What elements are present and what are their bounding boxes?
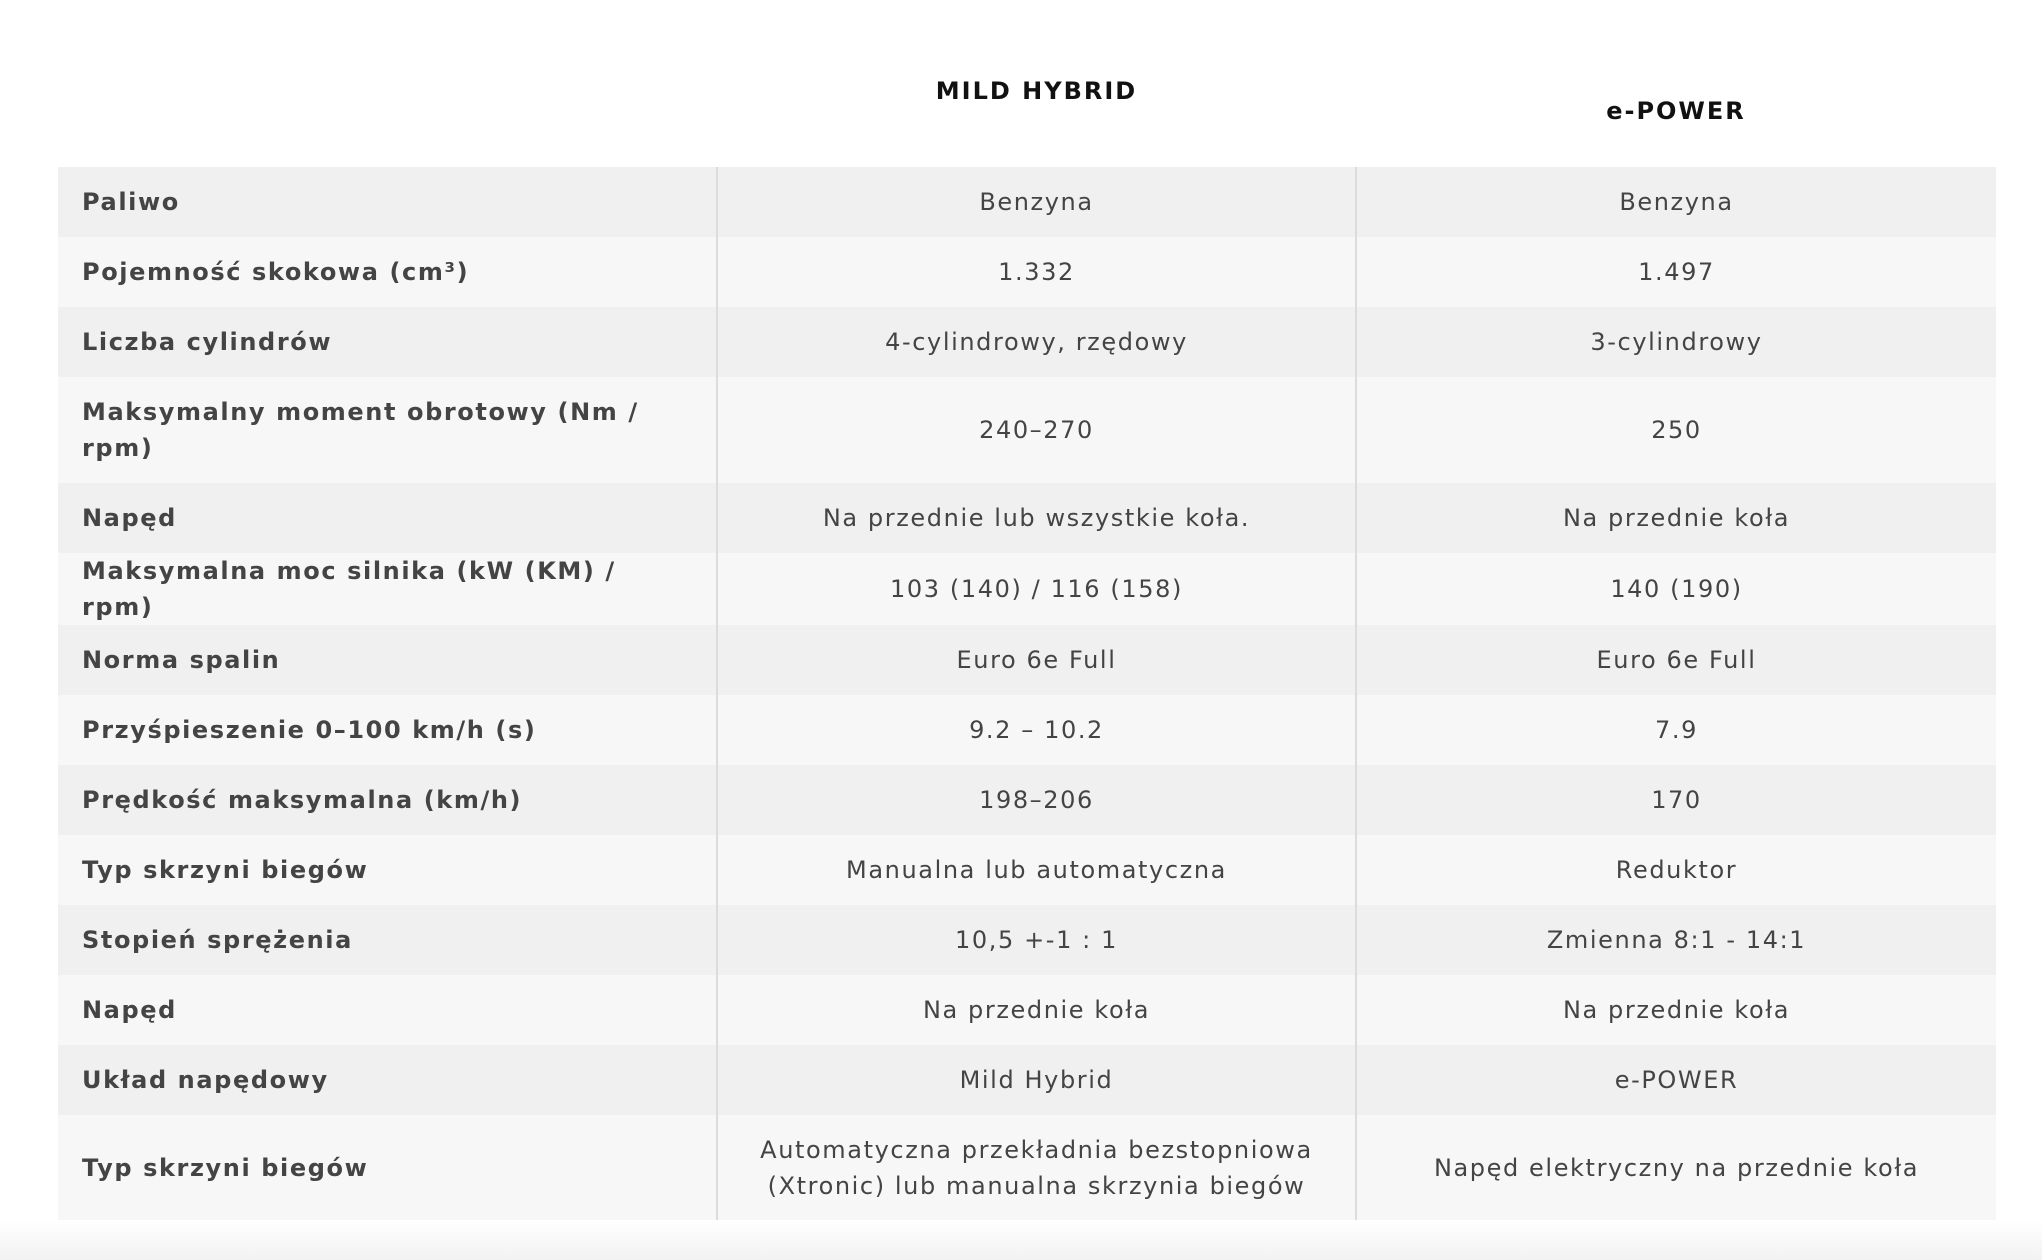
mild-hybrid-value: 9.2 – 10.2 bbox=[717, 695, 1356, 765]
e-power-value: 170 bbox=[1356, 765, 1996, 835]
e-power-value: Napęd elektryczny na przednie koła bbox=[1356, 1115, 1996, 1221]
column-header-e-power: e-POWER bbox=[1606, 97, 1746, 125]
e-power-value: Zmienna 8:1 - 14:1 bbox=[1356, 905, 1996, 975]
mild-hybrid-value: Na przednie koła bbox=[717, 975, 1356, 1045]
mild-hybrid-value: 1.332 bbox=[717, 237, 1356, 307]
mild-hybrid-value: Na przednie lub wszystkie koła. bbox=[717, 483, 1356, 553]
mild-hybrid-value: Mild Hybrid bbox=[717, 1045, 1356, 1115]
e-power-value: 1.497 bbox=[1356, 237, 1996, 307]
row-label: Norma spalin bbox=[58, 625, 717, 695]
e-power-value: Reduktor bbox=[1356, 835, 1996, 905]
row-label: Typ skrzyni biegów bbox=[58, 835, 717, 905]
mild-hybrid-value: Euro 6e Full bbox=[717, 625, 1356, 695]
e-power-value: Benzyna bbox=[1356, 167, 1996, 237]
specs-table bbox=[58, 167, 1996, 1221]
mild-hybrid-value: Manualna lub automatyczna bbox=[717, 835, 1356, 905]
mild-hybrid-value: 10,5 +-1 : 1 bbox=[717, 905, 1356, 975]
e-power-value: Euro 6e Full bbox=[1356, 625, 1996, 695]
e-power-value: Na przednie koła bbox=[1356, 975, 1996, 1045]
row-label: Pojemność skokowa (cm³) bbox=[58, 237, 717, 307]
row-label: Paliwo bbox=[58, 167, 717, 237]
row-label: Przyśpieszenie 0–100 km/h (s) bbox=[58, 695, 717, 765]
row-label: Napęd bbox=[58, 483, 717, 553]
table-row bbox=[58, 765, 1996, 835]
table-row bbox=[58, 377, 1996, 483]
mild-hybrid-value: 103 (140) / 116 (158) bbox=[717, 553, 1356, 625]
e-power-value: Na przednie koła bbox=[1356, 483, 1996, 553]
e-power-value: 140 (190) bbox=[1356, 553, 1996, 625]
table-row bbox=[58, 1115, 1996, 1221]
mild-hybrid-value: 240–270 bbox=[717, 377, 1356, 483]
table-row bbox=[58, 695, 1996, 765]
table-row bbox=[58, 553, 1996, 625]
table-header bbox=[58, 0, 1996, 167]
table-row bbox=[58, 167, 1996, 237]
row-label: Układ napędowy bbox=[58, 1045, 717, 1115]
row-label: Maksymalna moc silnika (kW (KM) / rpm) bbox=[58, 553, 717, 625]
table-row bbox=[58, 835, 1996, 905]
table-row bbox=[58, 237, 1996, 307]
e-power-value: 3-cylindrowy bbox=[1356, 307, 1996, 377]
row-label: Typ skrzyni biegów bbox=[58, 1115, 717, 1221]
e-power-value: e-POWER bbox=[1356, 1045, 1996, 1115]
e-power-value: 250 bbox=[1356, 377, 1996, 483]
mild-hybrid-value: 198–206 bbox=[717, 765, 1356, 835]
row-label: Napęd bbox=[58, 975, 717, 1045]
table-row bbox=[58, 905, 1996, 975]
table-row bbox=[58, 307, 1996, 377]
row-label: Stopień sprężenia bbox=[58, 905, 717, 975]
mild-hybrid-value: 4-cylindrowy, rzędowy bbox=[717, 307, 1356, 377]
row-label: Maksymalny moment obrotowy (Nm / rpm) bbox=[58, 377, 717, 483]
table-row bbox=[58, 483, 1996, 553]
row-label: Prędkość maksymalna (km/h) bbox=[58, 765, 717, 835]
table-row bbox=[58, 1045, 1996, 1115]
table-row bbox=[58, 975, 1996, 1045]
e-power-value: 7.9 bbox=[1356, 695, 1996, 765]
mild-hybrid-value: Automatyczna przekładnia bezstopniowa (Xtronic) lub manualna skrzynia biegów bbox=[717, 1115, 1356, 1221]
column-header-mild-hybrid: MILD HYBRID bbox=[935, 77, 1138, 105]
specs-section bbox=[58, 0, 1996, 1221]
row-label: Liczba cylindrów bbox=[58, 307, 717, 377]
page-bottom-edge bbox=[0, 1220, 2042, 1260]
table-row bbox=[58, 625, 1996, 695]
mild-hybrid-value: Benzyna bbox=[717, 167, 1356, 237]
